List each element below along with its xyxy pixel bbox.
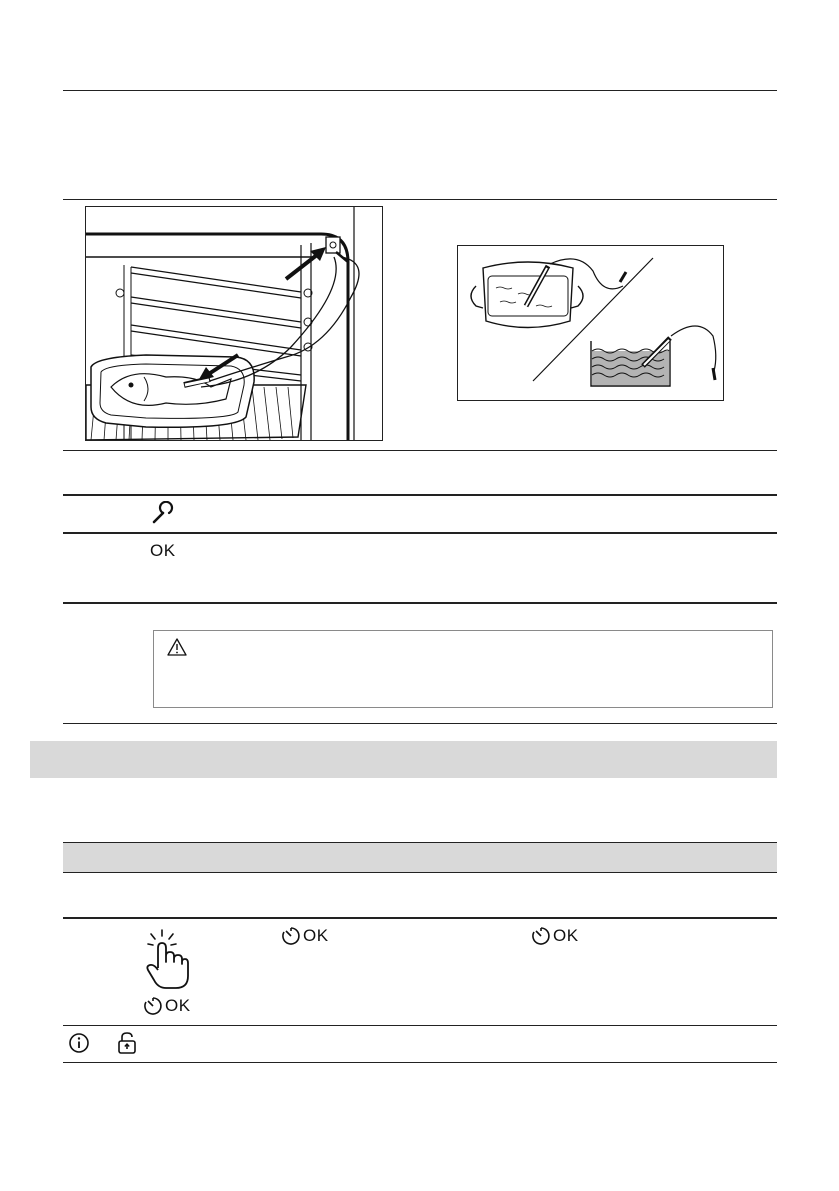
warning-triangle-icon [166,637,188,662]
timer-ok-key-label: OK [553,926,579,945]
timer-ok-key-label: OK [165,996,191,1015]
child-lock-icon [116,1031,138,1060]
section-heading-band [30,741,777,778]
rule-8 [63,917,777,919]
oven-drawing [86,207,382,440]
rule-5 [63,532,777,534]
rule-10 [63,1062,777,1063]
warning-box [153,630,773,708]
rule-7 [63,723,777,724]
dish-drawing [458,246,723,400]
info-icon [68,1032,90,1059]
food-probe-icon [150,501,176,530]
timer-ok-key-icon [280,925,302,952]
rule-2 [63,199,777,200]
timer-ok-key-label: OK [303,926,329,945]
rule-4 [63,494,777,496]
timer-ok-key-icon [530,925,552,952]
rule-6 [63,602,777,604]
probe-insertion-illustration [457,245,724,401]
rule-3 [63,450,777,451]
rule-top [63,90,777,91]
rule-9 [63,1025,777,1026]
table-header-band [63,842,777,873]
ok-key-icon: OK [150,541,176,560]
timer-ok-key-icon [142,995,164,1022]
finger-touch-icon [140,928,190,995]
oven-probe-illustration [85,206,383,441]
